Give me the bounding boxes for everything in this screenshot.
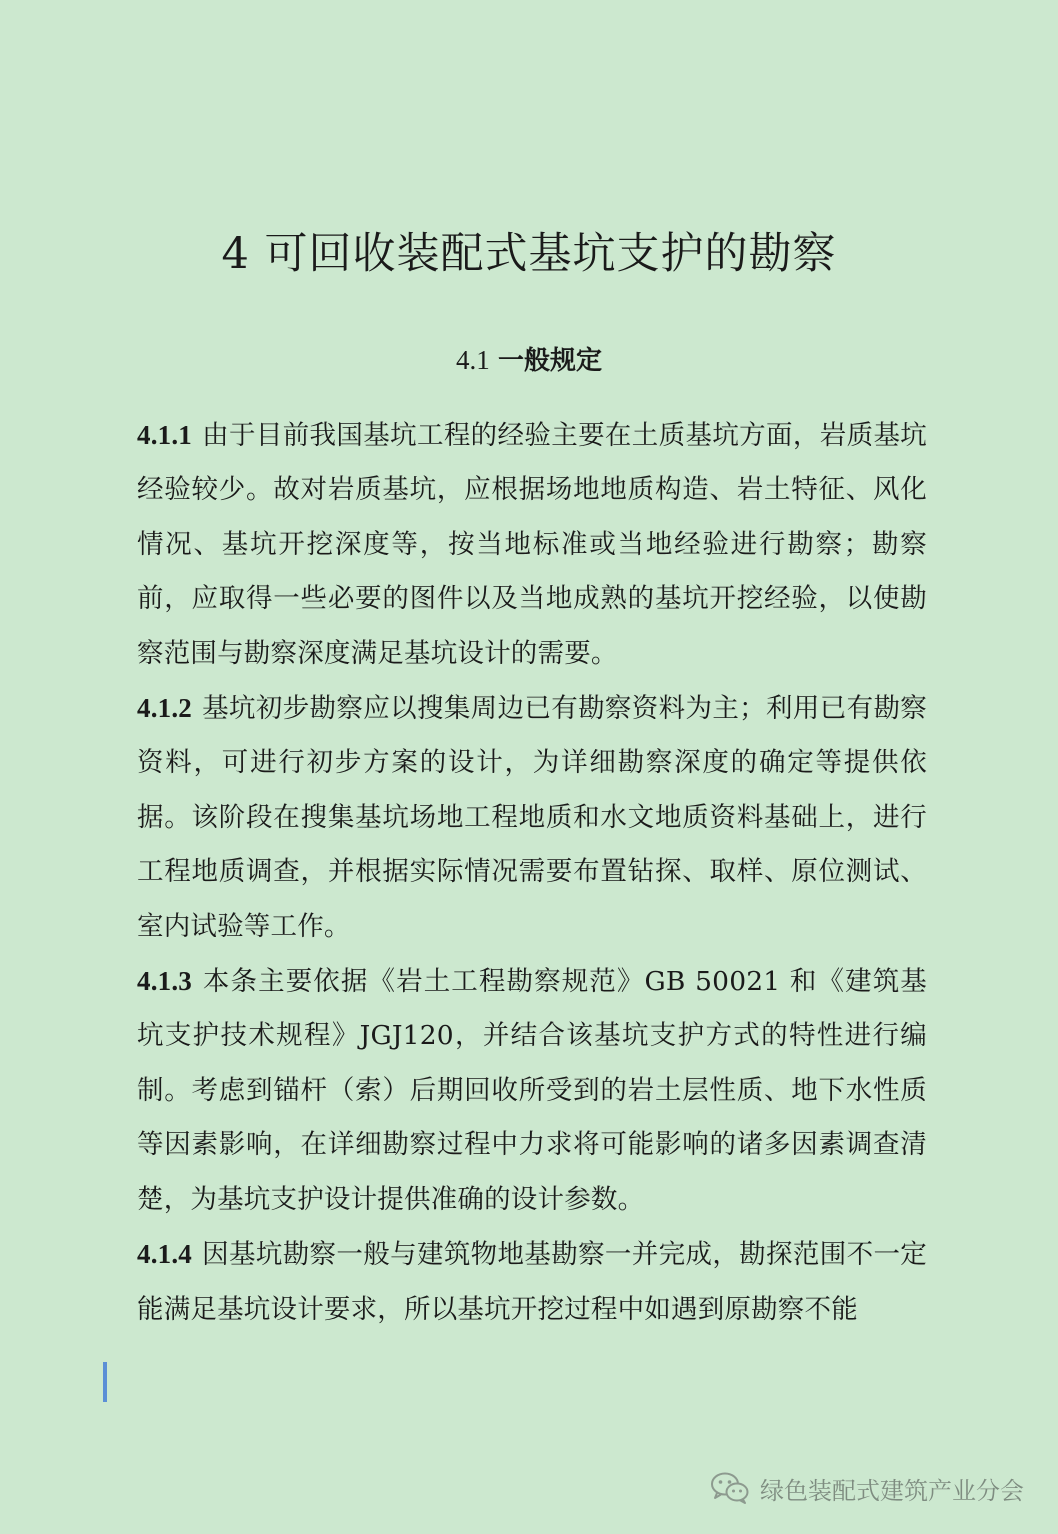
- clause-text: 因基坑勘察一般与建筑物地基勘察一并完成，勘探范围不一定能满足基坑设计要求，所以基坑开挖过程中如遇到原勘察不能: [137, 1239, 927, 1325]
- watermark: [710, 1467, 1024, 1509]
- text-cursor-bar: [103, 1362, 107, 1402]
- watermark-text: 绿色装配式建筑产业分会: [760, 1476, 1024, 1505]
- clause-text: 基坑初步勘察应以搜集周边已有勘察资料为主；利用已有勘察资料，可进行初步方案的设计，为详细勘察深度的确定等提供依据。该阶段在搜集基坑场地工程地质和水文地质资料基础上，进行工程地质调查，并根据实际情况需要布置钻探、取样、原位测试、室内试验等工作。: [137, 693, 927, 942]
- section-name: 一般规定: [498, 346, 603, 376]
- section-heading: [0, 340, 1058, 381]
- clause-text: 由于目前我国基坑工程的经验主要在土质基坑方面，岩质基坑经验较少。故对岩质基坑，应根据场地地质构造、岩土特征、风化情况、基坑开挖深度等，按当地标准或当地经验进行勘察；勘察前，应取得一些必要的图件以及当地成熟的基坑开挖经验，以使勘察范围与勘察深度满足基坑设计的需要。: [137, 420, 927, 669]
- clause-number: 4.1.3: [137, 966, 192, 997]
- clause-paragraph: [137, 681, 927, 954]
- clause-number: 4.1.4: [137, 1239, 192, 1270]
- clause-number: 4.1.2: [137, 693, 192, 724]
- clause-text: 本条主要依据《岩土工程勘察规范》GB 50021 和《建筑基坑支护技术规程》JGJ120，并结合该基坑支护方式的特性进行编制。考虑到锚杆（索）后期回收所受到的岩土层性质、地下水性质等因素影响，在详细勘察过程中力求将可能影响的诸多因素调查清楚，为基坑支护设计提供准确的设计参数。: [137, 966, 927, 1215]
- clause-paragraph: [137, 1227, 927, 1337]
- section-number: 4.1: [455, 345, 490, 375]
- clause-paragraph: [137, 954, 927, 1227]
- wechat-icon: [710, 1471, 750, 1505]
- clause-number: 4.1.1: [137, 420, 192, 450]
- chapter-title: 4 可回收装配式基坑支护的勘察: [221, 229, 837, 279]
- clause-paragraph: [137, 408, 927, 681]
- body-text: [137, 408, 927, 1337]
